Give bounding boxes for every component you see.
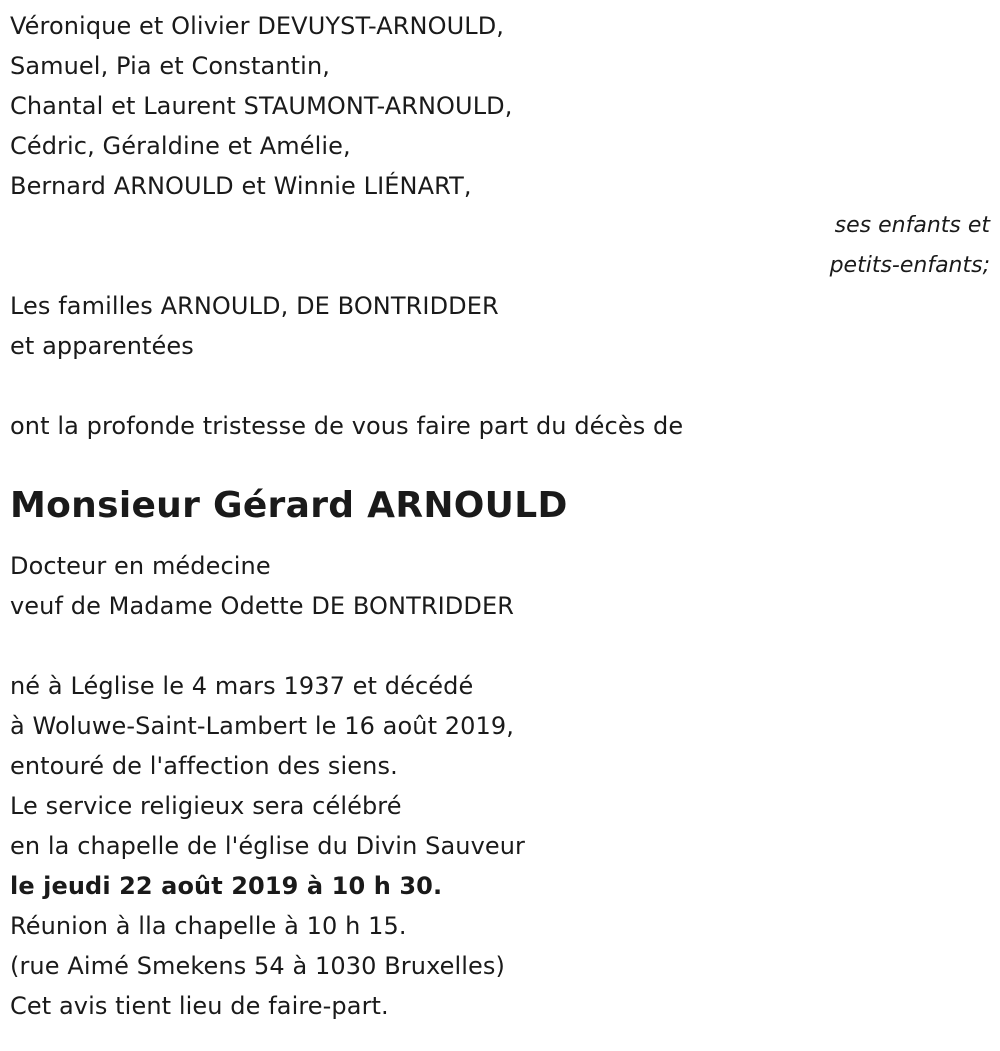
family-role-line: petits-enfants;	[829, 253, 990, 278]
deceased-name: Monsieur Gérard ARNOULD	[10, 485, 568, 526]
family-line: Bernard ARNOULD et Winnie LIÉNART,	[10, 172, 472, 200]
deceased-info-line: Docteur en médecine	[10, 552, 271, 580]
details-line: né à Léglise le 4 mars 1937 et décédé	[10, 672, 474, 700]
family-role-line: ses enfants et	[834, 213, 990, 238]
deceased-info-line: veuf de Madame Odette DE BONTRIDDER	[10, 592, 514, 620]
details-line: entouré de l'affection des siens.	[10, 752, 398, 780]
family-list	[10, 6, 990, 206]
details-line: Cet avis tient lieu de faire-part.	[10, 992, 389, 1020]
details-line: à Woluwe-Saint-Lambert le 16 août 2019,	[10, 712, 515, 740]
details-line: (rue Aimé Smekens 54 à 1030 Bruxelles)	[10, 952, 505, 980]
relatives-line: Les familles ARNOULD, DE BONTRIDDER	[10, 292, 499, 320]
service-datetime: le jeudi 22 août 2019 à 10 h 30.	[10, 872, 443, 900]
announcement-text: ont la profonde tristesse de vous faire part du décès de	[10, 412, 684, 440]
spacer	[10, 626, 990, 666]
relatives-line: et apparentées	[10, 332, 194, 360]
spacer	[10, 366, 990, 406]
details	[10, 666, 990, 1026]
details-line: Réunion à lla chapelle à 10 h 15.	[10, 912, 407, 940]
death-notice	[10, 6, 990, 1026]
details-line: Le service religieux sera célébré	[10, 792, 402, 820]
family-line: Chantal et Laurent STAUMONT-ARNOULD,	[10, 92, 513, 120]
relatives	[10, 286, 990, 366]
family-line: Véronique et Olivier DEVUYST-ARNOULD,	[10, 12, 505, 40]
family-line: Samuel, Pia et Constantin,	[10, 52, 330, 80]
family-line: Cédric, Géraldine et Amélie,	[10, 132, 351, 160]
deceased-info	[10, 546, 990, 626]
family-role	[10, 206, 990, 286]
details-line: en la chapelle de l'église du Divin Sauveur	[10, 832, 526, 860]
